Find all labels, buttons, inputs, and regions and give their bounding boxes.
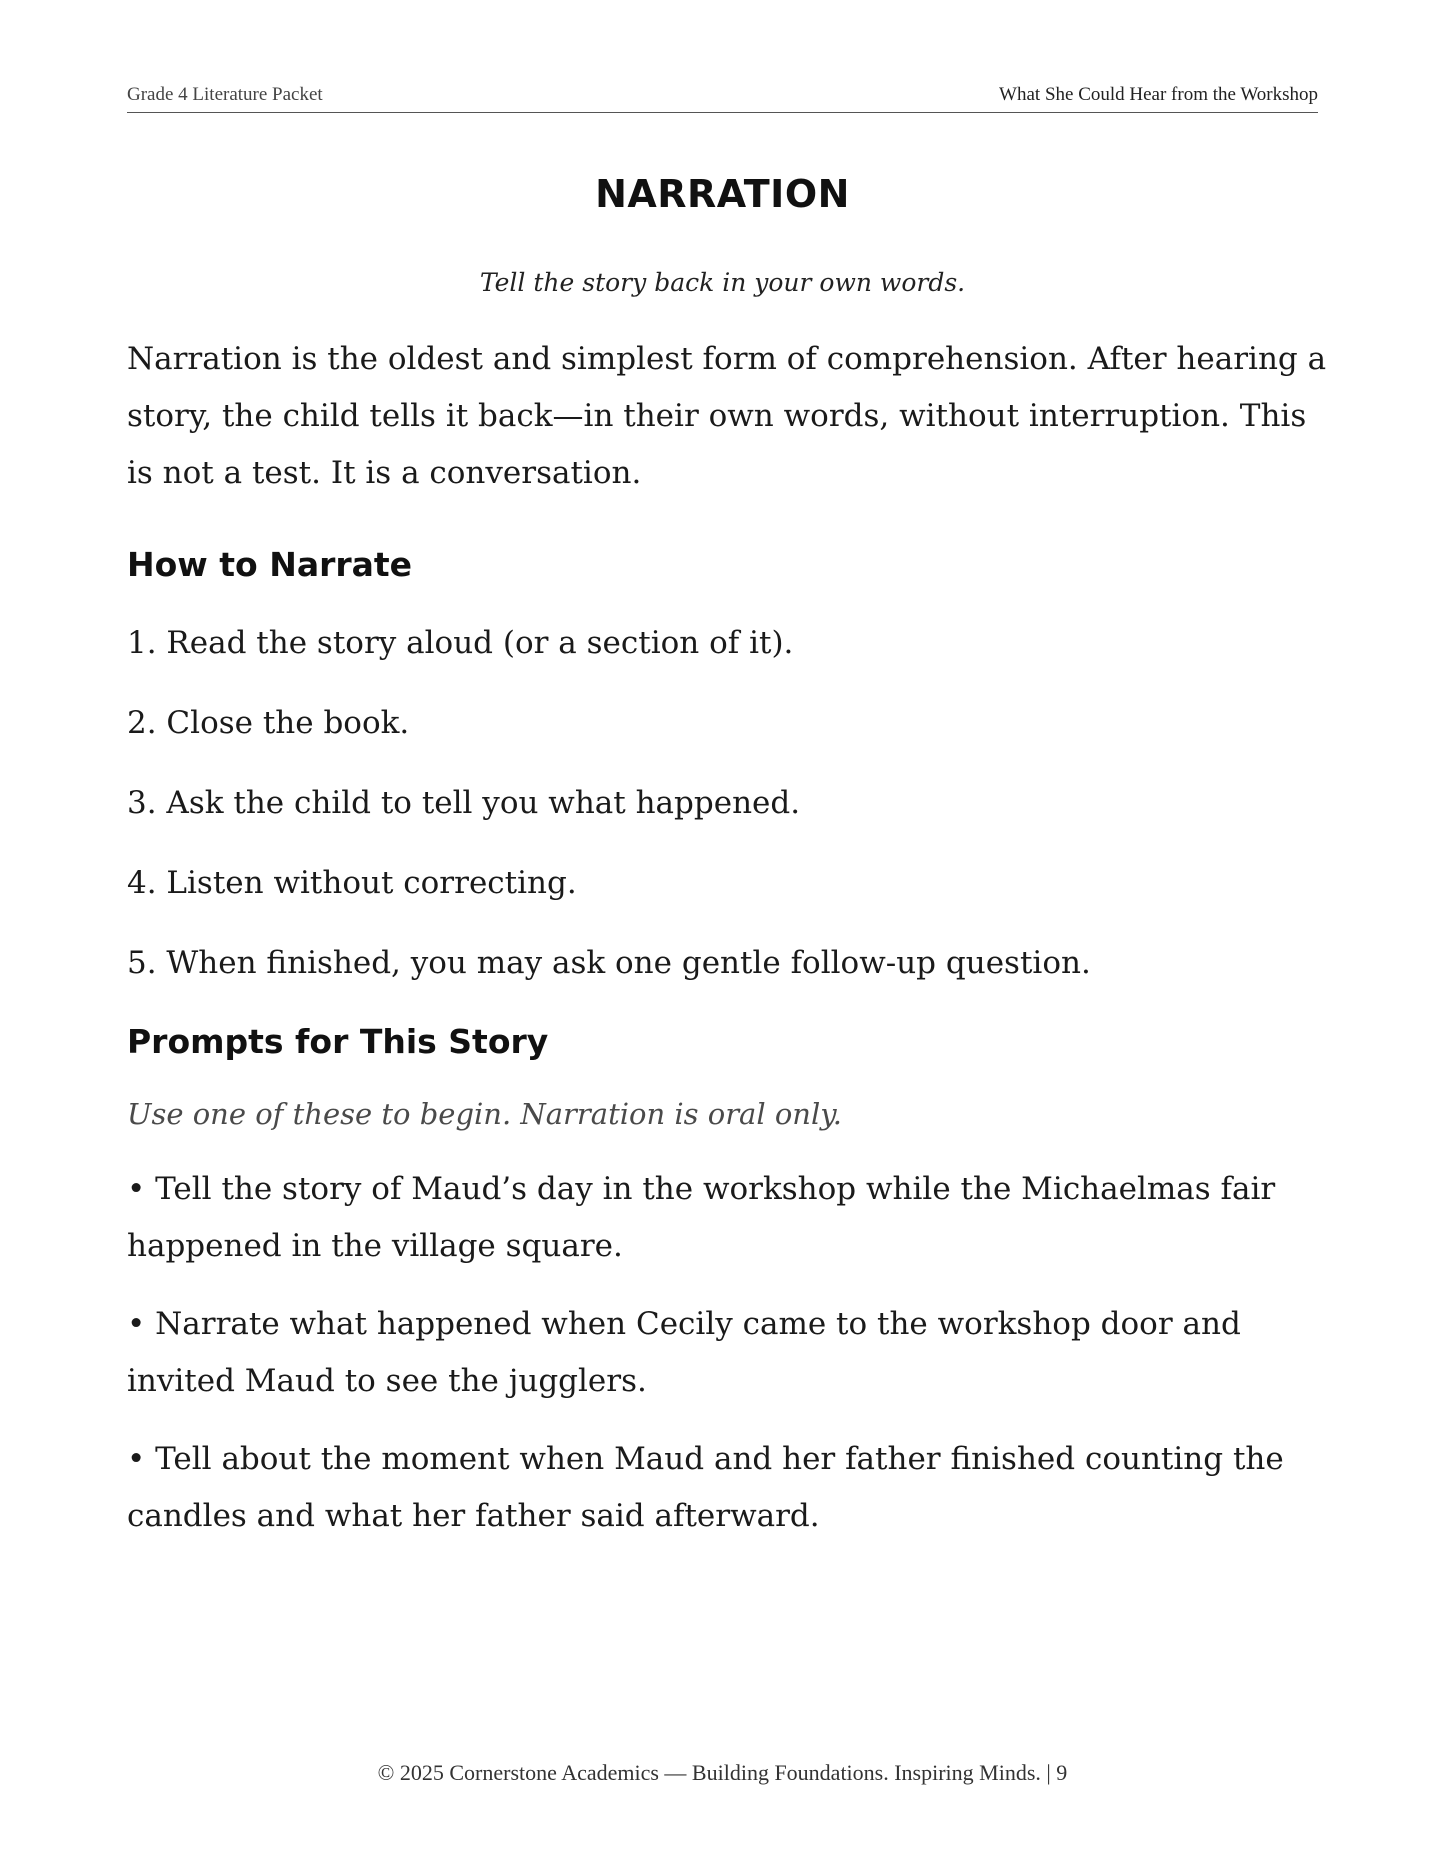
prompt-item: • Narrate what happened when Cecily came to the workshop door and invited Maud to see the jugglers.: [127, 1306, 1241, 1399]
page-title: NARRATION: [595, 172, 850, 216]
prompt-item: • Tell about the moment when Maud and her father finished counting the candles and what her father said afterward.: [127, 1441, 1284, 1534]
intro-paragraph: Narration is the oldest and simplest form of comprehension. After hearing a story, the child tells it back—in their own words, without interruption. This is not a test. It is a conversation.: [127, 341, 1327, 491]
page-header: [127, 82, 1318, 113]
step-item: 4. Listen without correcting.: [127, 865, 577, 901]
page-subtitle: Tell the story back in your own words.: [479, 268, 966, 297]
narration-steps-list: [127, 622, 1327, 984]
prompt-item: • Tell the story of Maud’s day in the workshop while the Michaelmas fair happened in the village square.: [127, 1171, 1276, 1264]
prompts-list: [127, 1161, 1327, 1545]
step-item: 1. Read the story aloud (or a section of it).: [127, 625, 794, 661]
how-to-narrate-heading: How to Narrate: [127, 545, 413, 584]
prompts-heading: Prompts for This Story: [127, 1022, 549, 1061]
header-packet-name: Grade 4 Literature Packet: [127, 84, 323, 105]
header-story-title: What She Could Hear from the Workshop: [999, 84, 1318, 105]
step-item: 2. Close the book.: [127, 705, 410, 741]
step-item: 3. Ask the child to tell you what happened.: [127, 785, 801, 821]
main-content: [127, 331, 1327, 1566]
step-item: 5. When finished, you may ask one gentle follow-up question.: [127, 945, 1091, 981]
prompts-intro: Use one of these to begin. Narration is oral only.: [127, 1097, 843, 1131]
page-footer: © 2025 Cornerstone Academics — Building Foundations. Inspiring Minds. | 9: [377, 1760, 1068, 1785]
